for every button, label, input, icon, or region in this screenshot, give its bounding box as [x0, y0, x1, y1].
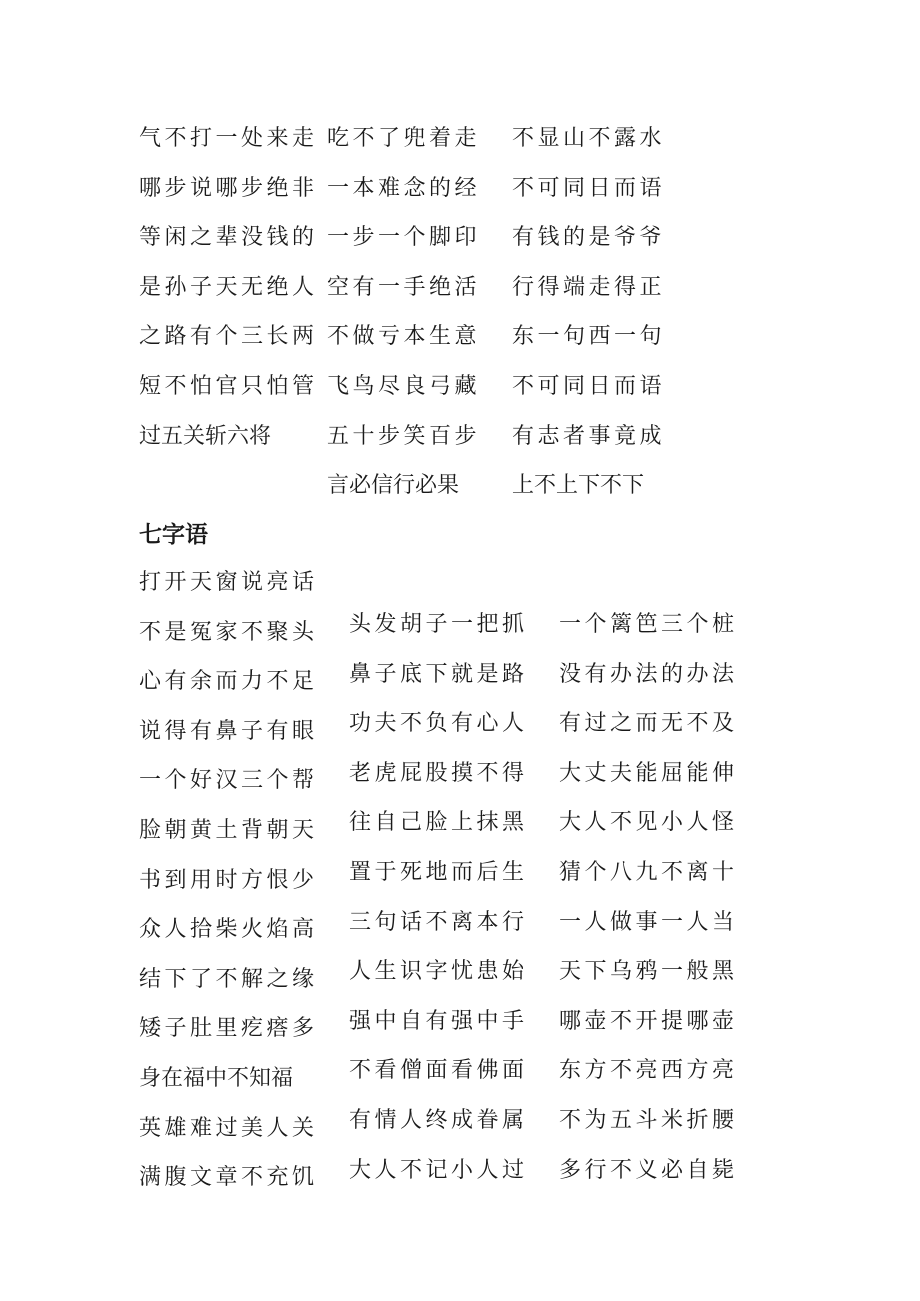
list-item: 结下了不解之缘: [139, 966, 318, 992]
list-item: 不显山不露水: [512, 126, 666, 151]
list-item: 上不上下不下: [512, 473, 645, 499]
list-item: 人生识字忧患始: [349, 959, 528, 985]
list-item: 有钱的是爷爷: [512, 225, 666, 251]
list-item: 老虎屁股摸不得: [349, 760, 528, 786]
list-item: 多行不义必自毙: [559, 1157, 738, 1183]
list-item: 置于死地而后生: [349, 860, 528, 885]
list-item: 一本难念的经: [327, 175, 481, 201]
list-item: 五十步笑百步: [327, 423, 481, 449]
list-item: 天下乌鸦一般黑: [559, 959, 738, 985]
list-item: 有情人终成眷属: [349, 1108, 528, 1133]
list-item: 哪壶不开提哪壶: [559, 1008, 738, 1034]
list-item: 功夫不负有心人: [349, 711, 528, 737]
list-item: 英雄难过美人关: [139, 1115, 318, 1141]
list-item: 是孙子天无绝人: [139, 274, 318, 300]
list-item: 不是冤家不聚头: [139, 619, 318, 645]
list-item: 说得有鼻子有眼: [139, 718, 318, 744]
list-item: 不为五斗米折腰: [559, 1108, 738, 1133]
list-item: 脸朝黄土背朝天: [139, 818, 318, 843]
list-item: 不可同日而语: [512, 374, 666, 399]
list-item: 过五关斩六将: [139, 423, 272, 449]
list-item: 心有余而力不足: [139, 669, 318, 695]
list-item: 东方不亮西方亮: [559, 1058, 738, 1084]
list-item: 气不打一处来走: [139, 126, 318, 151]
list-item: 众人拾柴火焰高: [139, 917, 318, 943]
list-item: 一步一个脚印: [327, 225, 481, 251]
list-item: 哪步说哪步绝非: [139, 175, 318, 201]
list-item: 空有一手绝活: [327, 274, 481, 300]
list-item: 大丈夫能屈能伸: [559, 760, 738, 786]
list-item: 飞鸟尽良弓藏: [327, 374, 481, 399]
list-item: 三句话不离本行: [349, 909, 528, 935]
list-item: 往自己脸上抹黑: [349, 810, 528, 836]
list-item: 之路有个三长两: [139, 324, 318, 350]
list-item: 头发胡子一把抓: [349, 612, 528, 637]
list-item: 不看僧面看佛面: [349, 1058, 528, 1084]
list-item: 鼻子底下就是路: [349, 661, 528, 687]
list-item: 东一句西一句: [512, 324, 666, 350]
list-item: 打开天窗说亮话: [139, 570, 318, 595]
list-item: 强中自有强中手: [349, 1008, 528, 1034]
list-item: 身在福中不知福: [139, 1066, 294, 1091]
list-item: 短不怕官只怕管: [139, 374, 318, 399]
list-item: 行得端走得正: [512, 274, 666, 300]
list-item: 有过之而无不及: [559, 711, 738, 737]
list-item: 不可同日而语: [512, 175, 666, 201]
list-item: 等闲之辈没钱的: [139, 225, 318, 251]
list-item: 书到用时方恨少: [139, 867, 318, 893]
list-item: 一个篱笆三个桩: [559, 612, 738, 637]
section-heading: 七字语: [139, 522, 208, 548]
list-item: 有志者事竟成: [512, 423, 666, 449]
list-item: 大人不记小人过: [349, 1157, 528, 1183]
list-item: 一个好汉三个帮: [139, 768, 318, 794]
list-item: 满腹文章不充饥: [139, 1165, 318, 1191]
list-item: 矮子肚里疙瘩多: [139, 1016, 318, 1042]
list-item: 言必信行必果: [327, 473, 460, 499]
list-item: 大人不见小人怪: [559, 810, 738, 836]
list-item: 一人做事一人当: [559, 909, 738, 935]
list-item: 没有办法的办法: [559, 661, 738, 687]
list-item: 猜个八九不离十: [559, 860, 738, 885]
list-item: 吃不了兜着走: [327, 126, 481, 151]
list-item: 不做亏本生意: [327, 324, 481, 350]
